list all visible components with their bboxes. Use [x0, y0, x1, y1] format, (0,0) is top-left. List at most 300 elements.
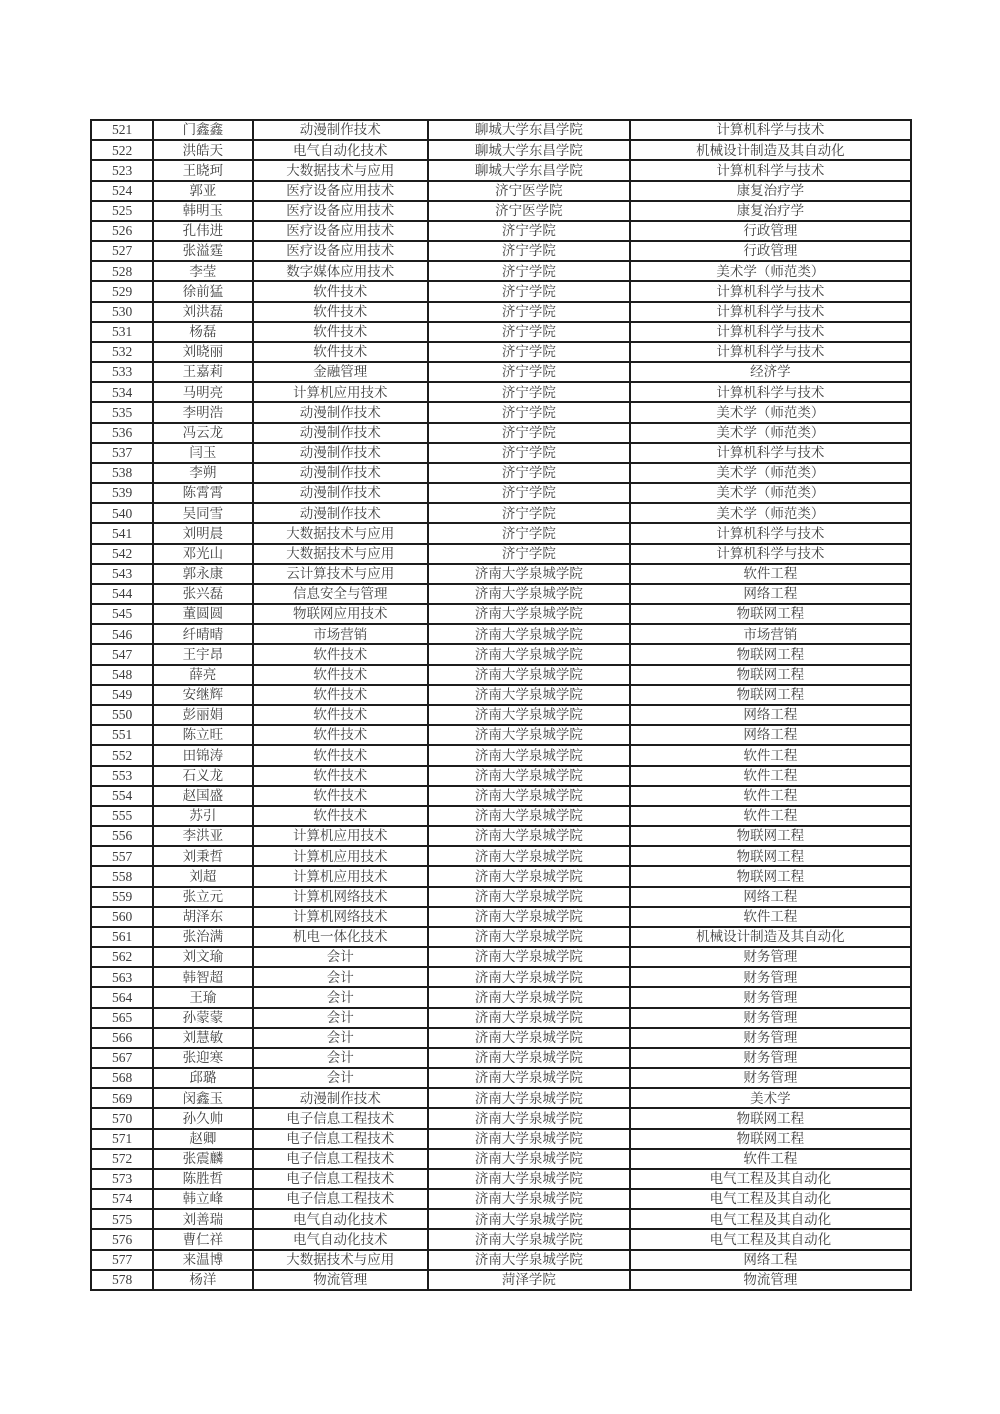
table-row — [91, 1048, 911, 1068]
cell-target-major: 财务管理 — [630, 1048, 911, 1068]
cell-major: 软件技术 — [253, 745, 428, 765]
cell-college: 济南大学泉城学院 — [428, 1250, 630, 1270]
cell-name: 安继辉 — [153, 685, 252, 705]
cell-major: 计算机应用技术 — [253, 826, 428, 846]
cell-college: 济宁学院 — [428, 503, 630, 523]
cell-college: 聊城大学东昌学院 — [428, 160, 630, 180]
table-row — [91, 523, 911, 543]
cell-no: 545 — [91, 604, 153, 624]
cell-college: 济宁学院 — [428, 544, 630, 564]
table-row — [91, 160, 911, 180]
cell-major: 信息安全与管理 — [253, 584, 428, 604]
cell-major: 大数据技术与应用 — [253, 544, 428, 564]
cell-name: 张震麟 — [153, 1149, 252, 1169]
cell-major: 大数据技术与应用 — [253, 160, 428, 180]
table-row — [91, 1028, 911, 1048]
cell-no: 546 — [91, 624, 153, 644]
cell-name: 王瑜 — [153, 987, 252, 1007]
table-row — [91, 564, 911, 584]
cell-target-major: 软件工程 — [630, 786, 911, 806]
cell-college: 济南大学泉城学院 — [428, 766, 630, 786]
cell-name: 郭永康 — [153, 564, 252, 584]
cell-name: 李洪亚 — [153, 826, 252, 846]
table-row — [91, 584, 911, 604]
table-row — [91, 402, 911, 422]
cell-name: 董圆圆 — [153, 604, 252, 624]
cell-college: 济宁学院 — [428, 382, 630, 402]
cell-target-major: 软件工程 — [630, 745, 911, 765]
cell-college: 济南大学泉城学院 — [428, 1229, 630, 1249]
cell-name: 王宇昂 — [153, 644, 252, 664]
cell-no: 572 — [91, 1149, 153, 1169]
cell-no: 522 — [91, 140, 153, 160]
table-row — [91, 826, 911, 846]
cell-no: 578 — [91, 1270, 153, 1290]
cell-major: 医疗设备应用技术 — [253, 181, 428, 201]
cell-college: 济南大学泉城学院 — [428, 685, 630, 705]
cell-no: 532 — [91, 342, 153, 362]
cell-target-major: 网络工程 — [630, 887, 911, 907]
cell-major: 电气自动化技术 — [253, 1209, 428, 1229]
cell-name: 刘慧敏 — [153, 1028, 252, 1048]
table-row — [91, 503, 911, 523]
cell-major: 软件技术 — [253, 302, 428, 322]
cell-college: 济南大学泉城学院 — [428, 1149, 630, 1169]
cell-name: 李明浩 — [153, 402, 252, 422]
cell-no: 554 — [91, 786, 153, 806]
table-row — [91, 766, 911, 786]
admission-list-table — [90, 119, 912, 1291]
cell-target-major: 计算机科学与技术 — [630, 302, 911, 322]
cell-name: 张立元 — [153, 887, 252, 907]
cell-college: 济宁学院 — [428, 221, 630, 241]
cell-no: 537 — [91, 443, 153, 463]
cell-target-major: 软件工程 — [630, 1149, 911, 1169]
cell-name: 孔伟进 — [153, 221, 252, 241]
cell-major: 动漫制作技术 — [253, 503, 428, 523]
cell-no: 525 — [91, 201, 153, 221]
cell-no: 564 — [91, 987, 153, 1007]
cell-name: 韩立峰 — [153, 1189, 252, 1209]
cell-college: 济南大学泉城学院 — [428, 786, 630, 806]
table-row — [91, 302, 911, 322]
cell-college: 济南大学泉城学院 — [428, 1028, 630, 1048]
cell-target-major: 市场营销 — [630, 624, 911, 644]
cell-major: 金融管理 — [253, 362, 428, 382]
cell-name: 来温博 — [153, 1250, 252, 1270]
table-row — [91, 423, 911, 443]
cell-major: 动漫制作技术 — [253, 443, 428, 463]
cell-college: 济南大学泉城学院 — [428, 1108, 630, 1128]
cell-target-major: 康复治疗学 — [630, 181, 911, 201]
cell-no: 568 — [91, 1068, 153, 1088]
cell-target-major: 电气工程及其自动化 — [630, 1209, 911, 1229]
table-row — [91, 967, 911, 987]
cell-major: 会计 — [253, 967, 428, 987]
table-row — [91, 281, 911, 301]
cell-target-major: 计算机科学与技术 — [630, 322, 911, 342]
cell-college: 济宁学院 — [428, 261, 630, 281]
table-row — [91, 786, 911, 806]
cell-no: 553 — [91, 766, 153, 786]
cell-college: 济南大学泉城学院 — [428, 887, 630, 907]
cell-name: 陈胜哲 — [153, 1169, 252, 1189]
cell-no: 540 — [91, 503, 153, 523]
cell-college: 济南大学泉城学院 — [428, 1068, 630, 1088]
cell-name: 赵卿 — [153, 1129, 252, 1149]
cell-major: 软件技术 — [253, 322, 428, 342]
cell-no: 542 — [91, 544, 153, 564]
table-row — [91, 1068, 911, 1088]
cell-name: 陈立旺 — [153, 725, 252, 745]
table-row — [91, 382, 911, 402]
cell-name: 孙久帅 — [153, 1108, 252, 1128]
table-row — [91, 947, 911, 967]
cell-target-major: 物联网工程 — [630, 846, 911, 866]
cell-name: 薛亮 — [153, 665, 252, 685]
cell-target-major: 物联网工程 — [630, 685, 911, 705]
cell-no: 526 — [91, 221, 153, 241]
cell-name: 韩智超 — [153, 967, 252, 987]
table-row — [91, 443, 911, 463]
cell-college: 济南大学泉城学院 — [428, 1129, 630, 1149]
cell-name: 杨洋 — [153, 1270, 252, 1290]
cell-target-major: 美术学（师范类） — [630, 503, 911, 523]
cell-college: 济南大学泉城学院 — [428, 584, 630, 604]
cell-college: 济南大学泉城学院 — [428, 947, 630, 967]
cell-major: 软件技术 — [253, 786, 428, 806]
cell-no: 575 — [91, 1209, 153, 1229]
cell-no: 533 — [91, 362, 153, 382]
cell-name: 马明亮 — [153, 382, 252, 402]
cell-college: 济南大学泉城学院 — [428, 826, 630, 846]
cell-no: 562 — [91, 947, 153, 967]
cell-name: 陈霄霄 — [153, 483, 252, 503]
table-row — [91, 483, 911, 503]
cell-target-major: 网络工程 — [630, 705, 911, 725]
cell-no: 569 — [91, 1088, 153, 1108]
cell-major: 电子信息工程技术 — [253, 1108, 428, 1128]
cell-target-major: 美术学（师范类） — [630, 261, 911, 281]
cell-major: 动漫制作技术 — [253, 120, 428, 140]
cell-college: 聊城大学东昌学院 — [428, 140, 630, 160]
cell-target-major: 计算机科学与技术 — [630, 443, 911, 463]
table-row — [91, 1129, 911, 1149]
cell-name: 刘明晨 — [153, 523, 252, 543]
cell-no: 527 — [91, 241, 153, 261]
cell-target-major: 计算机科学与技术 — [630, 523, 911, 543]
cell-no: 529 — [91, 281, 153, 301]
cell-target-major: 计算机科学与技术 — [630, 120, 911, 140]
cell-name: 刘善瑞 — [153, 1209, 252, 1229]
cell-major: 会计 — [253, 947, 428, 967]
cell-college: 济宁学院 — [428, 443, 630, 463]
cell-name: 石义龙 — [153, 766, 252, 786]
cell-name: 刘文瑜 — [153, 947, 252, 967]
table-row — [91, 1008, 911, 1028]
cell-major: 计算机网络技术 — [253, 887, 428, 907]
cell-college: 济南大学泉城学院 — [428, 927, 630, 947]
cell-college: 济南大学泉城学院 — [428, 745, 630, 765]
cell-major: 医疗设备应用技术 — [253, 221, 428, 241]
table-row — [91, 1169, 911, 1189]
cell-target-major: 计算机科学与技术 — [630, 382, 911, 402]
cell-target-major: 物联网工程 — [630, 826, 911, 846]
cell-name: 张迎寒 — [153, 1048, 252, 1068]
cell-major: 动漫制作技术 — [253, 463, 428, 483]
cell-college: 济宁学院 — [428, 302, 630, 322]
cell-target-major: 物联网工程 — [630, 1129, 911, 1149]
cell-college: 济宁学院 — [428, 523, 630, 543]
cell-name: 吴同雪 — [153, 503, 252, 523]
cell-name: 王嘉莉 — [153, 362, 252, 382]
cell-major: 电气自动化技术 — [253, 140, 428, 160]
table-row — [91, 241, 911, 261]
cell-target-major: 物联网工程 — [630, 604, 911, 624]
table-row — [91, 362, 911, 382]
cell-major: 软件技术 — [253, 281, 428, 301]
cell-no: 571 — [91, 1129, 153, 1149]
cell-college: 济宁医学院 — [428, 201, 630, 221]
cell-no: 531 — [91, 322, 153, 342]
cell-name: 闵鑫玉 — [153, 1088, 252, 1108]
cell-name: 韩明玉 — [153, 201, 252, 221]
cell-name: 胡泽东 — [153, 907, 252, 927]
cell-no: 536 — [91, 423, 153, 443]
table-row — [91, 685, 911, 705]
cell-major: 机电一体化技术 — [253, 927, 428, 947]
cell-major: 会计 — [253, 1068, 428, 1088]
cell-name: 刘秉哲 — [153, 846, 252, 866]
cell-no: 524 — [91, 181, 153, 201]
cell-target-major: 电气工程及其自动化 — [630, 1189, 911, 1209]
cell-major: 计算机网络技术 — [253, 907, 428, 927]
cell-major: 动漫制作技术 — [253, 402, 428, 422]
table-row — [91, 927, 911, 947]
cell-name: 田锦涛 — [153, 745, 252, 765]
cell-name: 冯云龙 — [153, 423, 252, 443]
cell-college: 济南大学泉城学院 — [428, 1088, 630, 1108]
cell-name: 张兴磊 — [153, 584, 252, 604]
cell-target-major: 美术学 — [630, 1088, 911, 1108]
cell-college: 济南大学泉城学院 — [428, 1209, 630, 1229]
cell-name: 孙蒙蒙 — [153, 1008, 252, 1028]
cell-major: 动漫制作技术 — [253, 483, 428, 503]
cell-name: 李莹 — [153, 261, 252, 281]
cell-college: 济宁学院 — [428, 281, 630, 301]
cell-target-major: 物联网工程 — [630, 1108, 911, 1128]
cell-college: 济宁学院 — [428, 463, 630, 483]
cell-name: 王晓珂 — [153, 160, 252, 180]
cell-target-major: 财务管理 — [630, 987, 911, 1007]
cell-college: 济南大学泉城学院 — [428, 846, 630, 866]
cell-college: 济南大学泉城学院 — [428, 1169, 630, 1189]
cell-no: 552 — [91, 745, 153, 765]
cell-college: 济南大学泉城学院 — [428, 1048, 630, 1068]
cell-no: 556 — [91, 826, 153, 846]
cell-major: 计算机应用技术 — [253, 866, 428, 886]
cell-college: 济南大学泉城学院 — [428, 665, 630, 685]
cell-major: 软件技术 — [253, 342, 428, 362]
cell-target-major: 美术学（师范类） — [630, 483, 911, 503]
cell-target-major: 康复治疗学 — [630, 201, 911, 221]
table-row — [91, 1088, 911, 1108]
cell-college: 济南大学泉城学院 — [428, 1189, 630, 1209]
cell-college: 济宁学院 — [428, 362, 630, 382]
table-row — [91, 342, 911, 362]
cell-no: 535 — [91, 402, 153, 422]
table-row — [91, 866, 911, 886]
table-row — [91, 1209, 911, 1229]
cell-college: 济宁学院 — [428, 483, 630, 503]
cell-college: 济宁学院 — [428, 322, 630, 342]
cell-target-major: 计算机科学与技术 — [630, 342, 911, 362]
cell-name: 刘晓丽 — [153, 342, 252, 362]
cell-college: 济南大学泉城学院 — [428, 907, 630, 927]
cell-target-major: 机械设计制造及其自动化 — [630, 927, 911, 947]
cell-target-major: 软件工程 — [630, 564, 911, 584]
cell-major: 电子信息工程技术 — [253, 1149, 428, 1169]
cell-college: 济宁学院 — [428, 342, 630, 362]
table-row — [91, 1270, 911, 1290]
cell-no: 576 — [91, 1229, 153, 1249]
cell-college: 聊城大学东昌学院 — [428, 120, 630, 140]
cell-major: 软件技术 — [253, 685, 428, 705]
cell-name: 杨磊 — [153, 322, 252, 342]
table-row — [91, 1229, 911, 1249]
cell-college: 济南大学泉城学院 — [428, 1008, 630, 1028]
cell-college: 济南大学泉城学院 — [428, 725, 630, 745]
cell-target-major: 行政管理 — [630, 221, 911, 241]
table-row — [91, 120, 911, 140]
cell-no: 574 — [91, 1189, 153, 1209]
cell-target-major: 物联网工程 — [630, 644, 911, 664]
cell-target-major: 美术学（师范类） — [630, 402, 911, 422]
table-body — [91, 120, 911, 1290]
cell-target-major: 网络工程 — [630, 725, 911, 745]
cell-major: 物联网应用技术 — [253, 604, 428, 624]
cell-major: 数字媒体应用技术 — [253, 261, 428, 281]
cell-no: 567 — [91, 1048, 153, 1068]
cell-no: 550 — [91, 705, 153, 725]
cell-no: 555 — [91, 806, 153, 826]
cell-target-major: 财务管理 — [630, 1068, 911, 1088]
cell-name: 苏引 — [153, 806, 252, 826]
cell-college: 济南大学泉城学院 — [428, 806, 630, 826]
cell-no: 551 — [91, 725, 153, 745]
cell-name: 刘超 — [153, 866, 252, 886]
table-row — [91, 1149, 911, 1169]
cell-major: 软件技术 — [253, 644, 428, 664]
cell-major: 电子信息工程技术 — [253, 1129, 428, 1149]
cell-major: 软件技术 — [253, 725, 428, 745]
table-row — [91, 887, 911, 907]
cell-name: 闫玉 — [153, 443, 252, 463]
cell-major: 软件技术 — [253, 806, 428, 826]
cell-name: 纤晴晴 — [153, 624, 252, 644]
cell-no: 566 — [91, 1028, 153, 1048]
table-row — [91, 221, 911, 241]
cell-major: 会计 — [253, 1028, 428, 1048]
cell-no: 528 — [91, 261, 153, 281]
cell-college: 济南大学泉城学院 — [428, 624, 630, 644]
table-row — [91, 181, 911, 201]
cell-target-major: 计算机科学与技术 — [630, 160, 911, 180]
cell-no: 544 — [91, 584, 153, 604]
cell-major: 医疗设备应用技术 — [253, 241, 428, 261]
cell-target-major: 财务管理 — [630, 967, 911, 987]
table-row — [91, 624, 911, 644]
table-row — [91, 806, 911, 826]
cell-name: 洪皓天 — [153, 140, 252, 160]
cell-target-major: 物流管理 — [630, 1270, 911, 1290]
table-row — [91, 846, 911, 866]
cell-name: 赵国盛 — [153, 786, 252, 806]
cell-target-major: 网络工程 — [630, 584, 911, 604]
cell-name: 门鑫鑫 — [153, 120, 252, 140]
table-row — [91, 140, 911, 160]
cell-college: 济南大学泉城学院 — [428, 866, 630, 886]
cell-college: 济宁医学院 — [428, 181, 630, 201]
cell-no: 538 — [91, 463, 153, 483]
cell-no: 563 — [91, 967, 153, 987]
cell-no: 521 — [91, 120, 153, 140]
table-row — [91, 907, 911, 927]
cell-no: 548 — [91, 665, 153, 685]
cell-major: 云计算技术与应用 — [253, 564, 428, 584]
cell-name: 徐前猛 — [153, 281, 252, 301]
cell-no: 559 — [91, 887, 153, 907]
table-row — [91, 665, 911, 685]
table-row — [91, 745, 911, 765]
cell-target-major: 财务管理 — [630, 1028, 911, 1048]
cell-no: 558 — [91, 866, 153, 886]
cell-major: 大数据技术与应用 — [253, 523, 428, 543]
cell-major: 电子信息工程技术 — [253, 1169, 428, 1189]
cell-target-major: 软件工程 — [630, 907, 911, 927]
cell-no: 565 — [91, 1008, 153, 1028]
cell-name: 邓光山 — [153, 544, 252, 564]
cell-no: 541 — [91, 523, 153, 543]
cell-college: 菏泽学院 — [428, 1270, 630, 1290]
cell-target-major: 计算机科学与技术 — [630, 544, 911, 564]
table-row — [91, 463, 911, 483]
cell-name: 曹仁祥 — [153, 1229, 252, 1249]
table-row — [91, 987, 911, 1007]
cell-no: 523 — [91, 160, 153, 180]
cell-name: 张溢霆 — [153, 241, 252, 261]
table-row — [91, 1250, 911, 1270]
cell-college: 济宁学院 — [428, 241, 630, 261]
cell-college: 济南大学泉城学院 — [428, 604, 630, 624]
cell-major: 软件技术 — [253, 705, 428, 725]
cell-no: 530 — [91, 302, 153, 322]
cell-major: 电子信息工程技术 — [253, 1189, 428, 1209]
cell-target-major: 财务管理 — [630, 947, 911, 967]
cell-no: 534 — [91, 382, 153, 402]
cell-name: 邱璐 — [153, 1068, 252, 1088]
table-row — [91, 322, 911, 342]
cell-college: 济南大学泉城学院 — [428, 967, 630, 987]
cell-major: 医疗设备应用技术 — [253, 201, 428, 221]
cell-target-major: 经济学 — [630, 362, 911, 382]
cell-name: 郭亚 — [153, 181, 252, 201]
cell-no: 549 — [91, 685, 153, 705]
cell-major: 大数据技术与应用 — [253, 1250, 428, 1270]
cell-major: 动漫制作技术 — [253, 423, 428, 443]
cell-no: 539 — [91, 483, 153, 503]
cell-name: 李朔 — [153, 463, 252, 483]
